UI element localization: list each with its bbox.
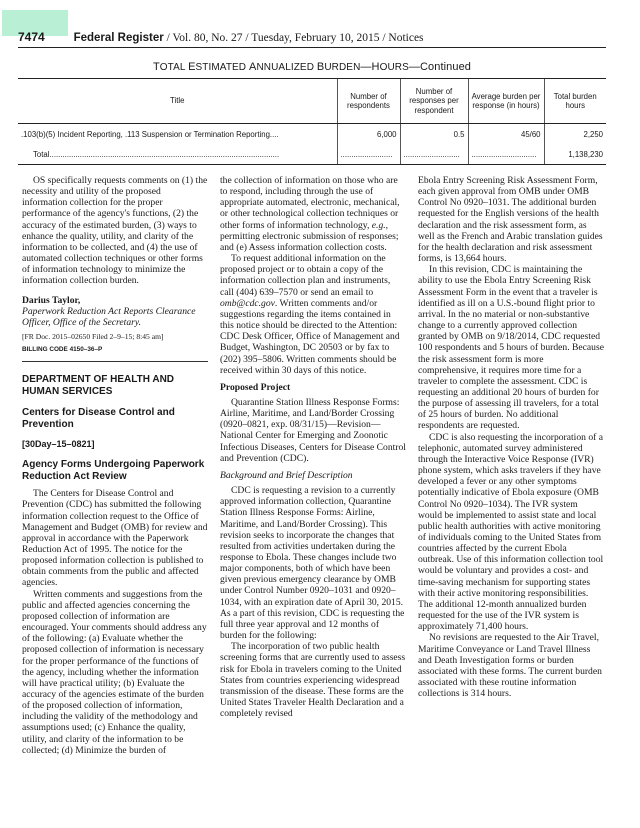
table-total-row — [18, 144, 606, 165]
row-total: 2,250 — [544, 124, 606, 145]
fr-doc-line: [FR Doc. 2015–02650 Filed 2–9–15; 8:45 am] — [22, 332, 164, 342]
publication-name: Federal Register — [73, 32, 164, 44]
row-title: .103(b)(5) Incident Reporting, .113 Suspension or Termination Reporting.... — [21, 129, 279, 139]
page-number: 7474 — [18, 30, 45, 44]
subject-heading: Agency Forms Undergoing Paperwork Reduction Act Review — [22, 459, 205, 483]
paragraph: Ebola Entry Screening Risk Assessment Form, each given approval from OMB under OMB Control No 0920–1031. The additional burden requested for the English versions of the health declaration and the risk assessment form, as well as the French and Arabic translation guides for the health declaration and risk assessment forms, is 13,664 hours. — [418, 175, 603, 265]
paragraph: The incorporation of two public health screening forms that are currently used to assess risk for Ebola in travelers coming to the United States from countries experiencing widespread transmission of the disease. These forms are the United States Traveler Health Declaration and a completely revised — [220, 641, 406, 720]
section-heading-background: Background and Brief Description — [220, 469, 353, 481]
column-2 — [220, 175, 406, 719]
email-link[interactable]: omb@cdc.gov — [220, 297, 275, 309]
header-respondents: Number of respondents — [337, 79, 400, 124]
row-responses: 0.5 — [400, 124, 468, 145]
column-3 — [418, 175, 604, 699]
row-respondents: 6,000 — [337, 124, 400, 145]
paragraph: CDC is also requesting the incorporation of a telephonic, automated survey administered through the Interactive Voice Response (IVR) phone system, which asks travelers if they have developed a fever or any other symptoms potentially indicative of Ebola exposure (OMB Control No 0920–1034). The IVR system would be implemented to assist state and local public health authorities with active monitoring of individuals coming to the United States from countries affected by the current Ebola outbreak. Use of this information collection tool would be voluntary and provides a cost- and time-saving mechanism for supporting states with their active monitoring responsibilities. The additional 12-month annualized burden requested for the use of the IVR system is approximately 71,400 hours. — [418, 431, 604, 633]
total-respondents-leader: ........................ — [337, 144, 400, 165]
billing-code: BILLING CODE 4150–36–P — [22, 346, 103, 354]
table-row — [18, 124, 606, 145]
column-1 — [22, 175, 208, 756]
running-header — [18, 30, 606, 44]
subagency-heading: Centers for Disease Control and Prevention — [22, 407, 175, 431]
paragraph: To request additional information on the proposed project or to obtain a copy of the information collection plan and instruments, call (404) 639–7570 or send an email to omb@cdc.gov. Written comments and/or suggestions regarding the items contained in this notice should be directed to the Attention: CDC Desk Officer, Office of Management and Budget, Washington, DC 20503 or by fax to (202) 395–5806. Written comments should be received within 30 days of this notice. — [220, 253, 400, 376]
paragraph: The Centers for Disease Control and Prevention (CDC) has submitted the following information collection request to the Office of Management and Budget (OMB) for review and approval in accordance with the Paperwork Reduction Act of 1995. The notice for the proposed information collection is published to obtain comments from the public and affected agencies. — [22, 488, 208, 589]
paragraph: Quarantine Station Illness Response Forms: Airline, Maritime, and Land/Border Crossing (0920–0821, exp. 08/31/15)—Revision—National Center for Emerging and Zoonotic Infectious Diseases, Centers for Disease Control and Prevention (CDC). — [220, 396, 406, 464]
table-title: TOTAL ESTIMATED ANNUALIZED BURDEN—HOURS—Continued — [152, 61, 472, 73]
paragraph: the collection of information on those who are to respond, including through the use of appropriate automated, electronic, mechanical, or other technological collection techniques or other forms of information technology, e.g., permitting electronic submission of responses; and (e) Assess information collection costs. — [220, 175, 400, 253]
paragraph: OS specifically requests comments on (1) the necessity and utility of the proposed information collection for the proper performance of the agency's functions, (2) the accuracy of the estimated burden, (3) ways to enhance the quality, utility, and clarity of the information to be collected, and (4) the use of automated collection techniques or other forms of information technology to minimize the information collection burden. — [22, 175, 208, 287]
paragraph: In this revision, CDC is maintaining the ability to use the Ebola Entry Screening Risk Assessment Form in the event that a traveler is identified as ill on a U.S.-bound flight prior to arrival. In the no material or non-substantive change to a currently approved collection granted by OMB on 9/18/2014, CDC requested 100 respondents and 5 hours of burden. Because the risk assessment form is more comprehensive, it requires more time for a traveler to complete the assessment. CDC is requesting an additional 20 hours of burden for the purpose of assessing ill travelers, for a total of 25 hours of burden. No additional respondents are requested. — [418, 264, 604, 432]
paragraph: CDC is requesting a revision to a currently approved information collection, Quarantine Station Illness Response Forms: Airline, Maritime, and Land/Border Crossing). This revision seeks to incorporate the changes that resulted from activities undertaken during the response to Ebola. These changes include two major components, both of which have been given previous emergency clearance by OMB under Control Number 0920–1031 and 0920–1034, with an expiration date of April 30, 2015. As a part of this revision, CDC is requesting the full three year approval and 12 months of burden for the following: — [220, 485, 405, 642]
burden-table — [18, 78, 606, 165]
header-title: Title — [18, 79, 337, 124]
header-total: Total burden hours — [544, 79, 606, 124]
paragraph: No revisions are requested to the Air Travel, Maritime Conveyance or Land Travel Illness and Death Investigation forms or burden associated with these forms. The current burden associated with these routine information collections is 314 hours. — [418, 632, 602, 700]
signer-title: Paperwork Reduction Act Reports Clearance Officer, Office of the Secretary. — [22, 305, 196, 328]
issue-details: / Vol. 80, No. 27 / Tuesday, February 10, 2015 / Notices — [166, 32, 424, 44]
total-hours: 1,138,230 — [544, 144, 606, 165]
paragraph: Written comments and suggestions from the public and affected agencies concerning the proposed collection of information are encouraged. Your comments should address any of the following: (a) Evaluate whether the proposed collection of information is necessary for the proper performance of the functions of the agency, including whether the information will have practical utility; (b) Evaluate the accuracy of the agencies estimate of the burden of the proposed collection of information, including the validity of the methodology and assumptions used; (c) Enhance the quality, utility, and clarity of the information to be collected; (d) Minimize the burden of — [22, 588, 207, 756]
total-responses-leader: .......................... — [400, 144, 468, 165]
table-header-row — [18, 79, 606, 124]
header-burden: Average burden per response (in hours) — [468, 79, 544, 124]
signer-name: Darius Taylor, — [22, 294, 81, 306]
header-responses: Number of responses per respondent — [400, 79, 468, 124]
docket-number: [30Day–15–0821] — [22, 439, 95, 450]
total-label: Total.......................................................................................................... — [18, 144, 337, 165]
row-burden: 45/60 — [468, 124, 544, 145]
section-divider — [22, 361, 208, 362]
agency-heading: DEPARTMENT OF HEALTH AND HUMAN SERVICES — [22, 374, 175, 398]
section-heading-proposed-project: Proposed Project — [220, 381, 291, 393]
total-burden-leader: .............................. — [468, 144, 544, 165]
header-rule — [18, 47, 606, 48]
